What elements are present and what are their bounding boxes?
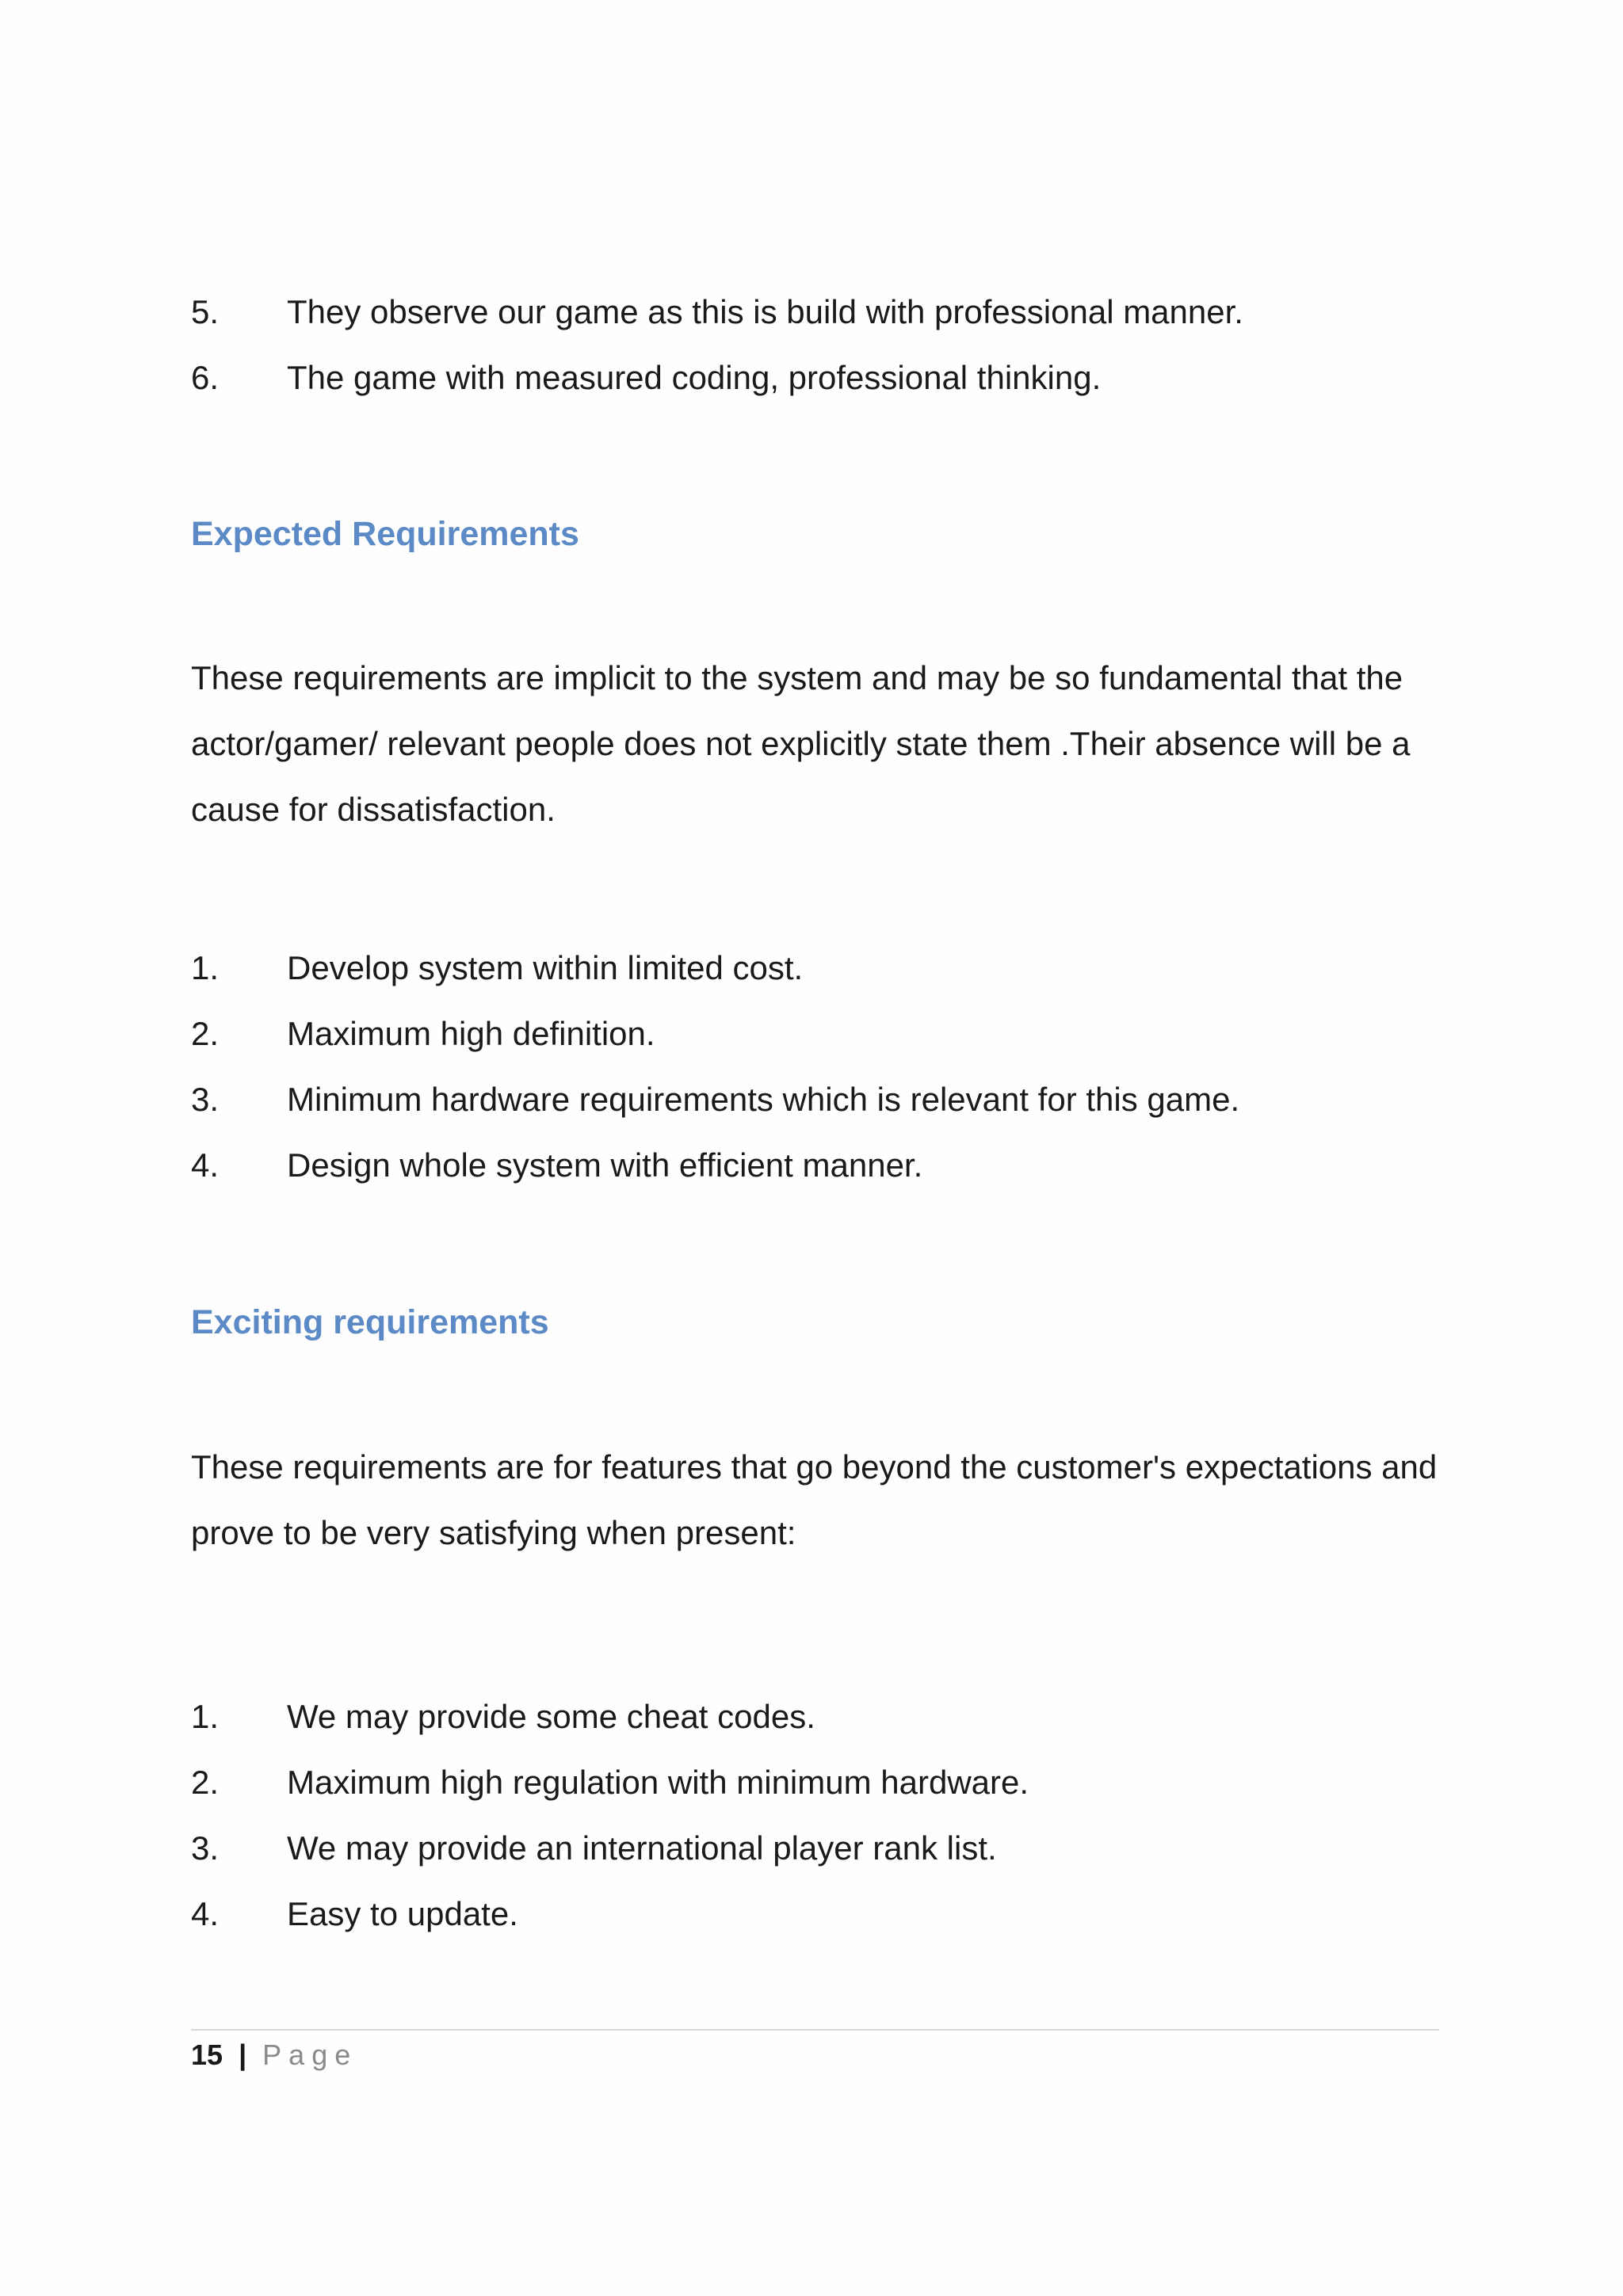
- footer-separator: |: [239, 2039, 247, 2071]
- expected-requirements-heading: Expected Requirements: [191, 515, 579, 553]
- list-item-text: The game with measured coding, professional thinking.: [287, 359, 1102, 396]
- list-item-text: We may provide an international player rank list.: [287, 1829, 997, 1867]
- list-item-text: Maximum high regulation with minimum hardware.: [287, 1764, 1029, 1801]
- list-item-number: 6.: [191, 359, 220, 396]
- page-label: Page: [262, 2039, 358, 2071]
- page-footer: [191, 2036, 357, 2074]
- exciting-requirements-heading: Exciting requirements: [191, 1303, 549, 1341]
- list-item-text: Easy to update.: [287, 1895, 518, 1932]
- list-item-text: Design whole system with efficient manner.: [287, 1146, 923, 1184]
- list-item-text: Develop system within limited cost.: [287, 949, 804, 986]
- list-item-number: 1.: [191, 1698, 220, 1735]
- list-item-number: 5.: [191, 293, 220, 330]
- list-item-number: 4.: [191, 1146, 220, 1184]
- list-item-number: 4.: [191, 1895, 220, 1932]
- footer-divider: [191, 2029, 1439, 2031]
- list-item-number: 1.: [191, 949, 220, 986]
- list-item-number: 3.: [191, 1081, 220, 1118]
- list-item-number: 2.: [191, 1764, 220, 1801]
- expected-requirements-paragraph: These requirements are implicit to the system and may be so fundamental that the actor/gamer/ relevant people does not explicitly state them .Their absence will be a cause for dissatisfaction.: [191, 659, 1411, 828]
- page-number: 15: [191, 2039, 223, 2071]
- exciting-requirements-paragraph: These requirements are for features that go beyond the customer's expectations and prove to be very satisfying when present:: [191, 1448, 1438, 1551]
- list-item-number: 2.: [191, 1015, 220, 1052]
- list-item-text: They observe our game as this is build with professional manner.: [287, 293, 1243, 330]
- list-item-text: Maximum high definition.: [287, 1015, 655, 1052]
- list-item-text: We may provide some cheat codes.: [287, 1698, 815, 1735]
- list-item-number: 3.: [191, 1829, 220, 1867]
- list-item-text: Minimum hardware requirements which is relevant for this game.: [287, 1081, 1240, 1118]
